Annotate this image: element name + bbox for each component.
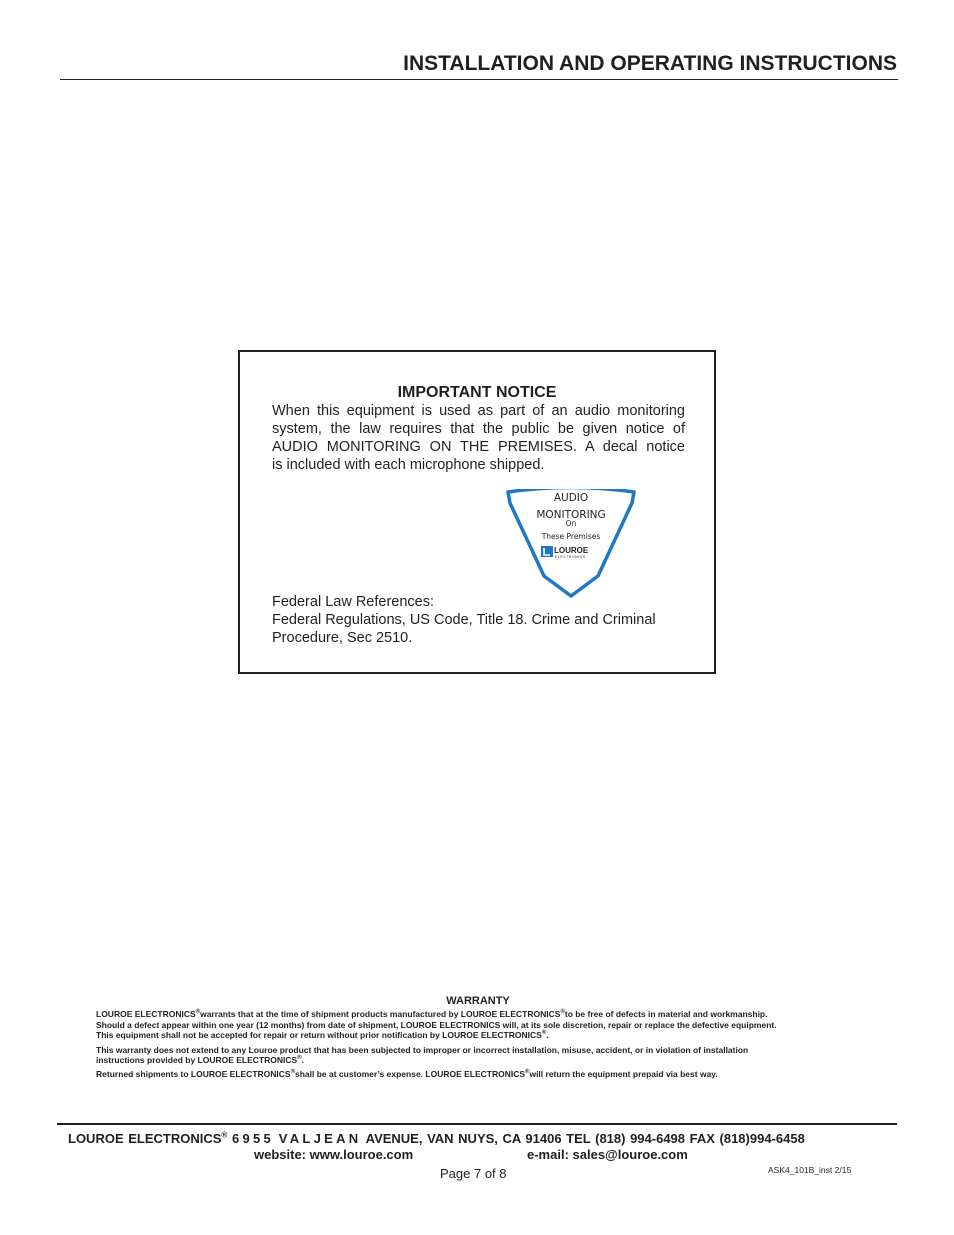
header-divider (60, 79, 898, 80)
federal-line: Federal Law References: (272, 594, 434, 610)
notice-line: is included with each microphone shipped. (272, 457, 545, 473)
page-header-title: INSTALLATION AND OPERATING INSTRUCTIONS (403, 52, 897, 75)
warranty-line: Returned shipments to LOUROE ELECTRONICS®shall be at customer’s expense. LOUROE ELECTRONICS®will return the equipment prepaid via best way. (96, 1069, 718, 1080)
warranty-paragraph-3 (96, 1069, 866, 1079)
federal-law-references (272, 593, 692, 647)
document-code: ASK4_101B_inst 2/15 (768, 1165, 852, 1175)
decal-text-premises: These Premises (541, 532, 601, 541)
warranty-paragraph-1 (96, 1009, 866, 1040)
svg-text:LOUROE: LOUROE (554, 546, 589, 555)
notice-heading: IMPORTANT NOTICE (397, 384, 557, 401)
audio-monitoring-decal (504, 489, 638, 599)
decal-text-audio: AUDIO (553, 492, 589, 504)
warranty-line: This equipment shall not be accepted for repair or return without prior notification by LOUROE ELECTRONICS®. (96, 1030, 549, 1041)
federal-line: Procedure, Sec 2510. (272, 630, 413, 646)
important-notice-box (238, 350, 716, 674)
decal-shield-border (508, 489, 634, 596)
warranty-section (96, 996, 866, 1084)
notice-line: When this equipment is used as part of an audio monitoring (272, 403, 685, 419)
notice-body (272, 402, 685, 474)
footer-email: e-mail: sales@louroe.com (527, 1147, 688, 1162)
warranty-line: instructions provided by LOUROE ELECTRONICS®. (96, 1055, 304, 1066)
notice-line: AUDIO MONITORING ON THE PREMISES. A decal notice (272, 439, 685, 455)
footer-divider (57, 1123, 897, 1125)
federal-line: Federal Regulations, US Code, Title 18. Crime and Criminal (272, 612, 656, 628)
warranty-line: LOUROE ELECTRONICS®warrants that at the time of shipment products manufactured by LOUROE ELECTRONICS®to be free of defects in material and workmanship. (96, 1009, 768, 1020)
warranty-line: Should a defect appear within one year (12 months) from date of shipment, LOUROE ELECTRONICS will, at its sole discretion, repair or replace the defective equipment. (96, 1019, 777, 1030)
svg-text:ELECTRONICS: ELECTRONICS (555, 555, 586, 559)
footer-company-address: LOUROE ELECTRONICS® 6955 VALJEAN AVENUE, VAN NUYS, CA 91406 TEL (818) 994-6498 FAX (818)994-6458 (68, 1130, 805, 1146)
warranty-line: This warranty does not extend to any Louroe product that has been subjected to improper or incorrect installation, misuse, accident, or in violation of installation (96, 1044, 749, 1055)
warranty-title: WARRANTY (446, 995, 510, 1007)
footer-website: website: www.louroe.com (254, 1147, 414, 1162)
decal-text-on: On (565, 519, 577, 528)
warranty-paragraph-2 (96, 1045, 866, 1066)
decal-text-monitoring: MONITORING (536, 509, 606, 521)
notice-line: system, the law requires that the public be given notice of (272, 421, 685, 437)
page-number: Page 7 of 8 (440, 1166, 507, 1181)
